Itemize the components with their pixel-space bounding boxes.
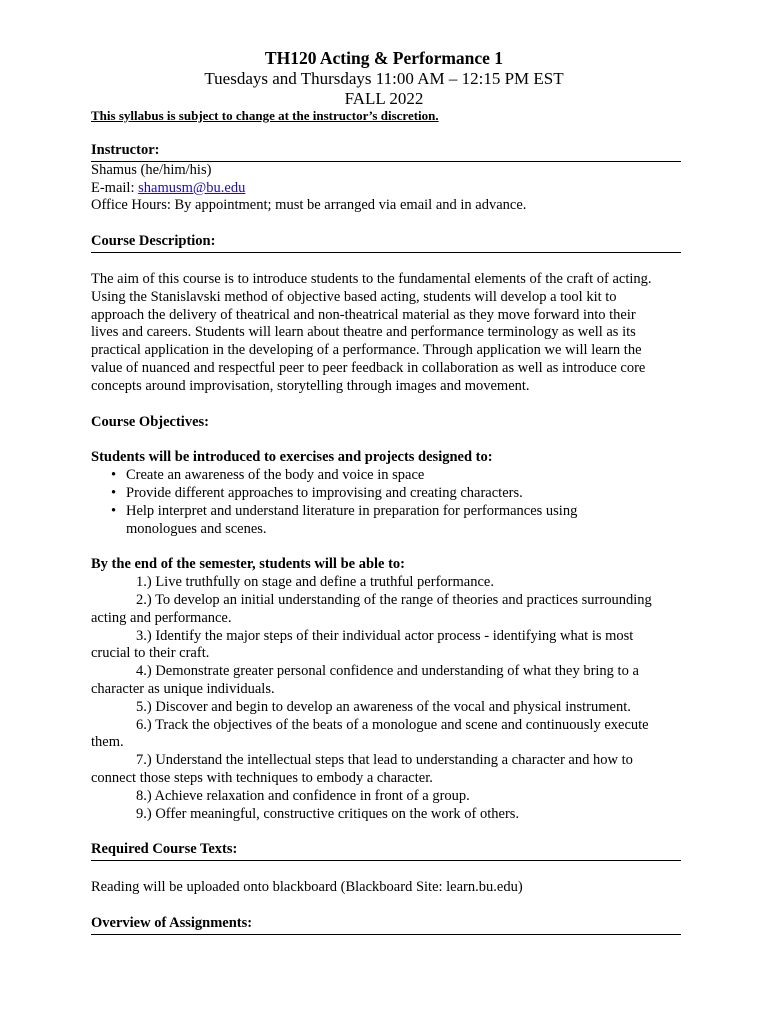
- syllabus-disclaimer: This syllabus is subject to change at the instructor’s discretion.: [91, 108, 439, 123]
- outcome-item: 3.) Identify the major steps of their individual actor process - identifying what is most crucial to their craft.: [91, 627, 634, 662]
- outcome-item: 2.) To develop an initial understanding of the range of theories and practices surrounding acting and performance.: [91, 591, 652, 626]
- instructor-heading: Instructor:: [91, 142, 681, 162]
- bullet-icon: •: [111, 484, 117, 501]
- objectives-bullet-list: [91, 467, 681, 538]
- bullet-icon: •: [111, 467, 117, 484]
- office-hours: Office Hours: By appointment; must be arranged via email and in advance.: [91, 197, 527, 214]
- course-schedule: Tuesdays and Thursdays 11:00 AM – 12:15 PM EST: [204, 69, 564, 88]
- outcome-item: 1.) Live truthfully on stage and define a truthful performance.: [136, 574, 494, 591]
- course-objectives-heading: Course Objectives:: [91, 413, 209, 430]
- course-description-text: The aim of this course is to introduce students to the fundamental elements of the craft of acting. Using the Stanislavski method of objective based acting, students will develop a tool kit to approach the delivery of theatrical and non-theatrical material as they move forward into their lives and careers. Students will learn about theatre and performance terminology as well as its practical application in the developing of a performance. Through application we will learn the value of nuanced and respectful peer to peer feedback in collaboration as well as introduce core concepts around improvisation, storytelling through images and movement.: [91, 270, 652, 394]
- bullet-icon: •: [111, 502, 117, 519]
- outcomes-heading: By the end of the semester, students will be able to:: [91, 556, 406, 573]
- course-term: FALL 2022: [344, 88, 424, 108]
- instructor-email-line: [91, 180, 681, 198]
- outcome-item: 9.) Offer meaningful, constructive critiques on the work of others.: [136, 805, 520, 822]
- outcome-item: 7.) Understand the intellectual steps that lead to understanding a character and how to connect those steps with techniques to embody a character.: [91, 752, 633, 786]
- outcome-item: 4.) Demonstrate greater personal confidence and understanding of what they bring to a character as unique individuals.: [91, 663, 639, 697]
- instructor-email-link[interactable]: shamusm@bu.edu: [138, 179, 246, 196]
- required-texts-heading: Required Course Texts:: [91, 841, 681, 861]
- outcomes-list: [91, 574, 681, 823]
- document-body: [91, 108, 681, 935]
- outcome-item: 6.) Track the objectives of the beats of a monologue and scene and continuously execute them.: [91, 716, 649, 751]
- outcome-item: 8.) Achieve relaxation and confidence in front of a group.: [136, 787, 470, 804]
- instructor-name: Shamus (he/him/his): [91, 161, 212, 178]
- outcome-item: 5.) Discover and begin to develop an awareness of the vocal and physical instrument.: [136, 698, 631, 715]
- email-label: E-mail:: [91, 179, 139, 196]
- bullet-item: • Help interpret and understand literature in preparation for performances using monologues and scenes.: [111, 502, 578, 537]
- assignments-heading: Overview of Assignments:: [91, 915, 681, 935]
- objectives-intro: Students will be introduced to exercises and projects designed to:: [91, 449, 493, 466]
- course-title: TH120 Acting & Performance 1: [264, 48, 504, 68]
- required-texts-note: Reading will be uploaded onto blackboard (Blackboard Site: learn.bu.edu): [91, 879, 523, 896]
- course-description-heading: Course Description:: [91, 233, 681, 253]
- bullet-item: • Provide different approaches to improvising and creating characters.: [111, 484, 523, 501]
- document-header: [0, 47, 768, 108]
- bullet-item: • Create an awareness of the body and voice in space: [111, 467, 425, 484]
